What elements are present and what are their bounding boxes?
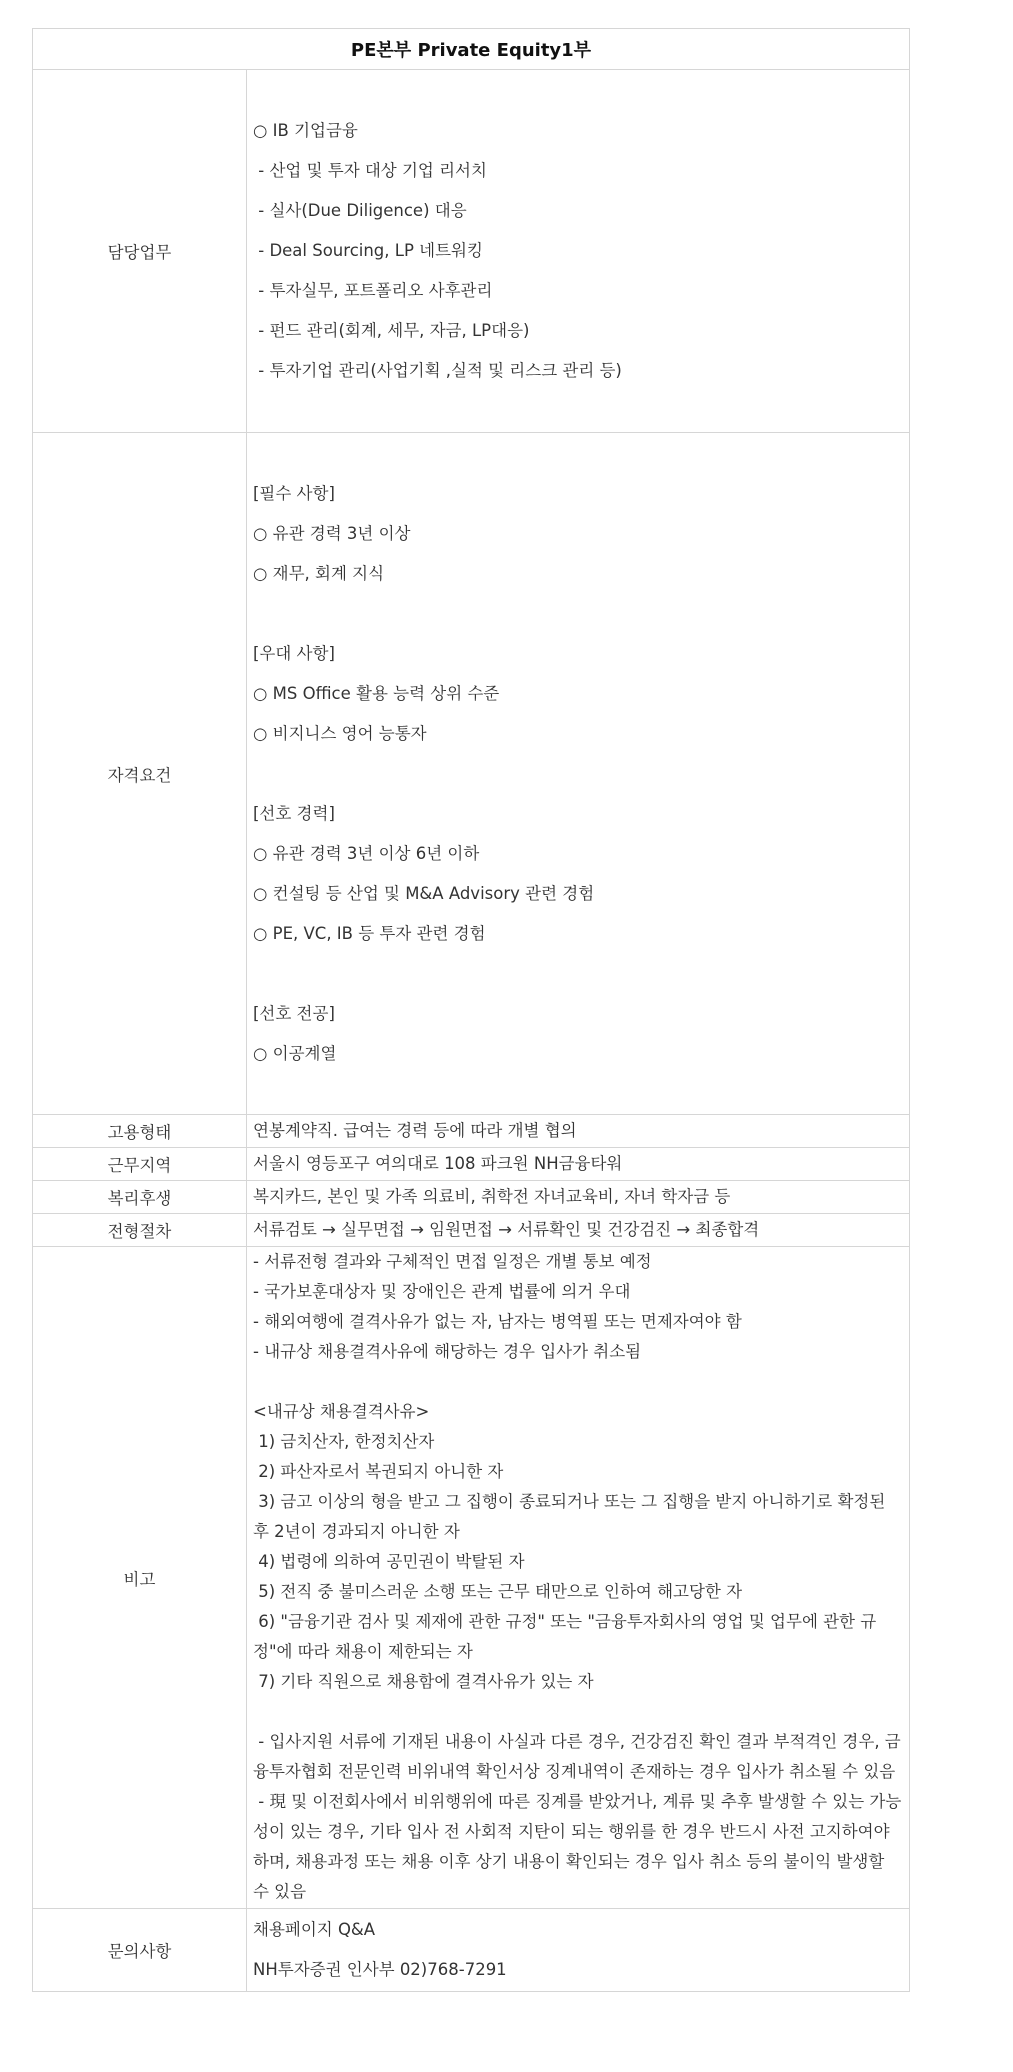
note-line: - 내규상 채용결격사유에 해당하는 경우 입사가 취소됨 bbox=[253, 1342, 642, 1361]
qualification-line: ○ 이공계열 bbox=[253, 1043, 337, 1063]
qualifications-content bbox=[247, 433, 910, 1115]
duty-line: - 투자기업 관리(사업기획 ,실적 및 리스크 관리 등) bbox=[253, 361, 622, 380]
row-location bbox=[33, 1148, 910, 1181]
row-employment bbox=[33, 1115, 910, 1148]
job-posting-table bbox=[32, 28, 910, 1992]
notes-content bbox=[247, 1247, 910, 1909]
process-label: 전형절차 bbox=[33, 1214, 247, 1247]
row-qualifications bbox=[33, 433, 910, 1115]
qualification-line: ○ MS Office 활용 능력 상위 수준 bbox=[253, 683, 500, 703]
contact-line: NH투자증권 인사부 02)768-7291 bbox=[253, 1960, 507, 1979]
qualification-line bbox=[253, 594, 905, 634]
duty-line: ○ IB 기업금융 bbox=[253, 121, 358, 140]
qualification-line: [선호 전공] bbox=[253, 1003, 335, 1023]
note-line: 2) 파산자로서 복권되지 아니한 자 bbox=[253, 1462, 504, 1481]
location-value: 서울시 영등포구 여의대로 108 파크원 NH금융타워 bbox=[247, 1148, 910, 1181]
note-line: <내규상 채용결격사유> bbox=[253, 1402, 430, 1421]
contact-label: 문의사항 bbox=[33, 1909, 247, 1992]
duty-line: - Deal Sourcing, LP 네트워킹 bbox=[253, 241, 483, 260]
contact-line: 채용페이지 Q&A bbox=[253, 1920, 376, 1939]
qualification-line: [필수 사항] bbox=[253, 483, 335, 503]
note-line: 4) 법령에 의하여 공민권이 박탈된 자 bbox=[253, 1552, 525, 1571]
qualification-line: ○ PE, VC, IB 등 투자 관련 경험 bbox=[253, 923, 486, 943]
row-contact bbox=[33, 1909, 910, 1992]
duty-line: - 투자실무, 포트폴리오 사후관리 bbox=[253, 281, 493, 300]
note-line: 7) 기타 직원으로 채용함에 결격사유가 있는 자 bbox=[253, 1672, 594, 1691]
row-notes bbox=[33, 1247, 910, 1909]
qualification-line: ○ 컨설팅 등 산업 및 M&A Advisory 관련 경험 bbox=[253, 883, 595, 903]
qualifications-label: 자격요건 bbox=[33, 433, 247, 1115]
note-line: - 해외여행에 결격사유가 없는 자, 남자는 병역필 또는 면제자여야 함 bbox=[253, 1312, 742, 1331]
note-line: 3) 금고 이상의 형을 받고 그 집행이 종료되거나 또는 그 집행을 받지 아니하기로 확정된 후 2년이 경과되지 아니한 자 bbox=[253, 1492, 891, 1541]
qualification-line bbox=[253, 954, 905, 994]
qualification-line: [우대 사항] bbox=[253, 643, 335, 663]
qualification-line: ○ 비지니스 영어 능통자 bbox=[253, 723, 427, 743]
process-value: 서류검토 → 실무면접 → 임원면접 → 서류확인 및 건강검진 → 최종합격 bbox=[247, 1214, 910, 1247]
duties-label: 담당업무 bbox=[33, 70, 247, 433]
posting-title: PE본부 Private Equity1부 bbox=[33, 29, 910, 70]
employment-value: 연봉계약직. 급여는 경력 등에 따라 개별 협의 bbox=[247, 1115, 910, 1148]
qualification-line: ○ 유관 경력 3년 이상 bbox=[253, 523, 411, 543]
location-label: 근무지역 bbox=[33, 1148, 247, 1181]
note-line: - 국가보훈대상자 및 장애인은 관계 법률에 의거 우대 bbox=[253, 1282, 631, 1301]
note-line bbox=[253, 1367, 905, 1397]
note-line: 5) 전직 중 불미스러운 소행 또는 근무 태만으로 인하여 해고당한 자 bbox=[253, 1582, 743, 1601]
duty-line: - 펀드 관리(회계, 세무, 자금, LP대응) bbox=[253, 321, 530, 340]
qualification-line: ○ 재무, 회계 지식 bbox=[253, 563, 385, 583]
contact-content bbox=[247, 1909, 910, 1992]
note-line: 6) "금융기관 검사 및 제재에 관한 규정" 또는 "금융투자회사의 영업 및 업무에 관한 규정"에 따라 채용이 제한되는 자 bbox=[253, 1612, 877, 1661]
employment-label: 고용형태 bbox=[33, 1115, 247, 1148]
duty-line: - 산업 및 투자 대상 기업 리서치 bbox=[253, 161, 487, 180]
benefits-label: 복리후생 bbox=[33, 1181, 247, 1214]
duty-line: - 실사(Due Diligence) 대응 bbox=[253, 201, 467, 220]
qualification-line: ○ 유관 경력 3년 이상 6년 이하 bbox=[253, 843, 480, 863]
note-line: - 입사지원 서류에 기재된 내용이 사실과 다른 경우, 건강검진 확인 결과 부적격인 경우, 금융투자협회 전문인력 비위내역 확인서상 징계내역이 존재하는 경우 입사가 취소될 수 있음 bbox=[253, 1732, 901, 1781]
row-process bbox=[33, 1214, 910, 1247]
note-line: - 서류전형 결과와 구체적인 면접 일정은 개별 통보 예정 bbox=[253, 1252, 652, 1271]
note-line: 1) 금치산자, 한정치산자 bbox=[253, 1432, 435, 1451]
benefits-value: 복지카드, 본인 및 가족 의료비, 취학전 자녀교육비, 자녀 학자금 등 bbox=[247, 1181, 910, 1214]
note-line bbox=[253, 1697, 905, 1727]
notes-label: 비고 bbox=[33, 1247, 247, 1909]
qualification-line bbox=[253, 754, 905, 794]
row-benefits bbox=[33, 1181, 910, 1214]
duties-content bbox=[247, 70, 910, 433]
qualification-line: [선호 경력] bbox=[253, 803, 335, 823]
row-duties bbox=[33, 70, 910, 433]
note-line: - 現 및 이전회사에서 비위행위에 따른 징계를 받았거나, 계류 및 추후 발생할 수 있는 가능성이 있는 경우, 기타 입사 전 사회적 지탄이 되는 행위를 한 경우 반드시 사전 고지하여야 하며, 채용과정 또는 채용 이후 상기 내용이 확인되는 경우 입사 취소 등의 불이익 발생할 수 있음 bbox=[253, 1792, 902, 1901]
